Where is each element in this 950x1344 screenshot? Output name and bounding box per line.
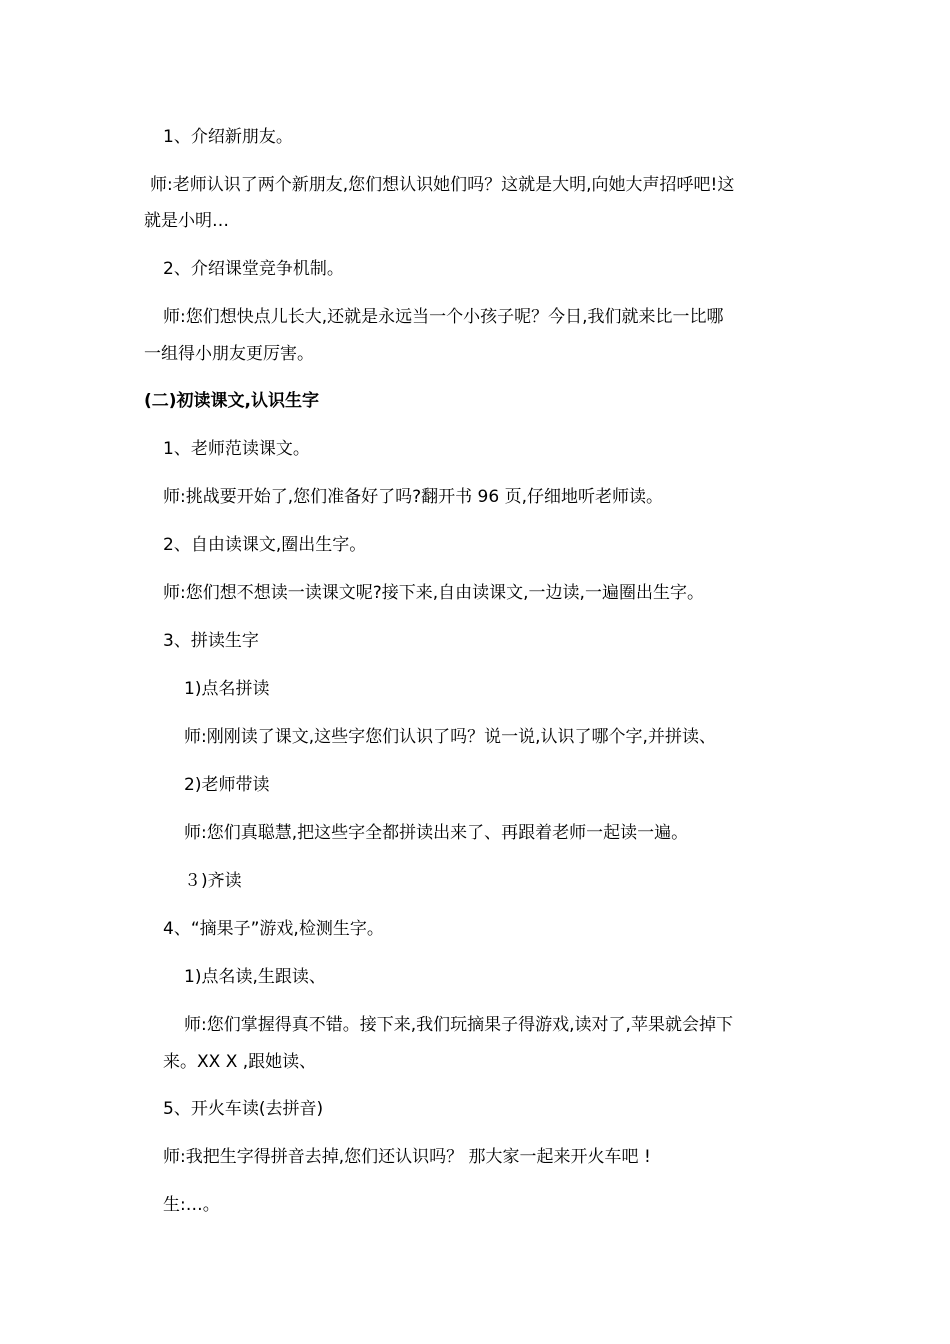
teacher-line-fruit-game-cont: 来。XX X ,跟她读、 [163,1052,317,1072]
teacher-line-roll-call: 师:刚刚读了课文,这些字您们认识了吗？说一说,认识了哪个字,并拼读、 [184,727,716,747]
teacher-line-competition-cont: 一组得小朋友更厉害。 [144,344,314,364]
teacher-line-fruit-game: 师:您们掌握得真不错。接下来,我们玩摘果子得游戏,读对了,苹果就会掉下 [184,1015,733,1035]
step-3-heading: 3、拼读生字 [163,631,259,651]
section-heading: (二)初读课文,认识生字 [144,391,319,411]
step-free-read-heading: 2、自由读课文,圈出生字。 [163,535,367,555]
step-1-heading: 1、介绍新朋友。 [163,127,293,147]
teacher-line-intro: 师:老师认识了两个新朋友,您们想认识她们吗？这就是大明,向她大声招呼吧!这 [150,175,735,195]
student-line: 生:…。 [163,1195,220,1215]
step-2-heading: 2、介绍课堂竞争机制。 [163,259,344,279]
teacher-line-free-read: 师:您们想不想读一读课文呢?接下来,自由读课文,一边读,一遍圈出生字。 [163,583,704,603]
substep-follow-read: 1)点名读,生跟读、 [184,967,326,987]
teacher-line-read: 师:挑战要开始了,您们准备好了吗?翻开书 96 页,仔细地听老师读。 [163,487,663,507]
teacher-line-lead: 师:您们真聪慧,把这些字全都拼读出来了、再跟着老师一起读一遍。 [184,823,689,843]
teacher-line-competition: 师:您们想快点儿长大,还就是永远当一个小孩子呢？今日,我们就来比一比哪 [163,307,724,327]
step-read-heading: 1、老师范读课文。 [163,439,310,459]
substep-read-together: ３)齐读 [184,871,242,891]
teacher-line-intro-cont: 就是小明… [144,211,229,231]
step-4-heading: 4、“摘果子”游戏,检测生字。 [163,919,384,939]
teacher-line-train: 师:我把生字得拼音去掉,您们还认识吗？ 那大家一起来开火车吧 ! [163,1147,651,1167]
substep-teacher-lead: 2)老师带读 [184,775,270,795]
step-5-heading: 5、开火车读(去拼音) [163,1099,324,1119]
substep-roll-call: 1)点名拼读 [184,679,270,699]
